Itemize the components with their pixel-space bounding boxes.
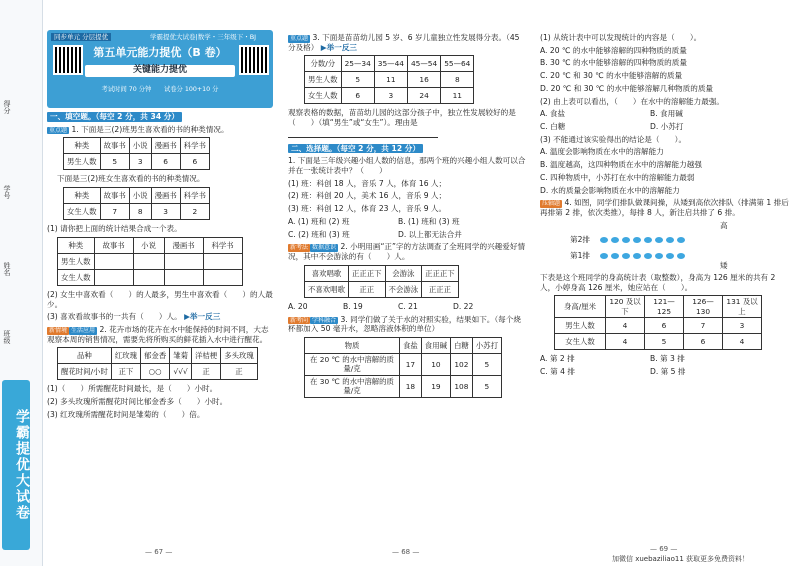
option-b: B. 30 ℃ 的水中能够溶解的四种物质的质量 — [540, 58, 687, 68]
table-cell: 故事书 — [100, 188, 129, 204]
question-text: (3) 班：科创 12 人，体育 23 人，音乐 9 人。 — [288, 204, 447, 214]
table-cell: 科学书 — [180, 188, 209, 204]
option-d: D. 小苏打 — [650, 122, 684, 132]
question-tag: 新考向 — [290, 316, 309, 324]
table-cell — [94, 269, 133, 285]
table-cell: 5 — [100, 154, 129, 170]
table-cell: 食盐 — [400, 337, 422, 353]
table-row — [555, 318, 762, 334]
question-text: 下表是这个班同学的身高统计表（取整数），身高为 126 厘米的共有 2 人，小婷身高 126 厘米，她应站在（ ）。 — [540, 272, 776, 292]
practice-link[interactable]: ▶举一反三 — [320, 42, 358, 52]
table-cell: 25—34 — [341, 56, 374, 72]
column-1 — [47, 112, 275, 423]
table-cell: 男生人数 — [58, 253, 95, 269]
table-cell: 5 — [472, 353, 501, 375]
table-cell: 6 — [180, 154, 209, 170]
table-cell: 多头玫瑰 — [221, 348, 258, 364]
table-cell: 45—54 — [407, 56, 440, 72]
table-cell: 6 — [341, 88, 374, 104]
table-cell — [203, 253, 242, 269]
table-row — [64, 154, 210, 170]
table-cell: 131 及以上 — [723, 296, 762, 318]
section-tag: 同步单元 分层提优 — [51, 33, 111, 41]
table-cell: 5 — [341, 72, 374, 88]
option-a: A. 20 ℃ 的水中能够溶解的四种物质的质量 — [540, 45, 687, 55]
table-cell: 7 — [100, 204, 129, 220]
question-tag: 生活应用 — [71, 327, 96, 335]
table-row — [58, 364, 258, 380]
table-cell: 5 — [472, 375, 501, 397]
table-cell: 3 — [151, 204, 180, 220]
table-row — [305, 265, 459, 281]
option-a: A. 食盐 — [540, 109, 566, 119]
score-label: 得分 — [2, 100, 11, 114]
option-c: C. (2) 班和 (3) 班 — [288, 229, 350, 239]
column-3 — [540, 33, 792, 380]
table-row — [58, 237, 243, 253]
table-cell — [133, 253, 164, 269]
question-text: (3) 喜欢看故事书的一共有（ ）人。 — [47, 312, 182, 322]
option-d: D. 20 ℃ 和 30 ℃ 的水中能够溶解几种物质的质量 — [540, 83, 714, 93]
short-label: 矮 — [720, 260, 728, 270]
table-cell: 正正正 — [422, 281, 459, 297]
option-b: B. 19 — [343, 301, 363, 311]
table-cell — [94, 253, 133, 269]
table-cell: 女生人数 — [64, 204, 101, 220]
table-cell: 4 — [606, 334, 645, 350]
table-cell: 女生人数 — [555, 334, 606, 350]
table-cell: 漫画书 — [164, 237, 203, 253]
table-row — [305, 337, 502, 353]
girls-books-table — [63, 187, 210, 220]
section-heading: 二、选择题。（每空 2 分，共 12 分） — [288, 144, 423, 154]
table-row — [58, 269, 243, 285]
table-row — [305, 353, 502, 375]
paper-subtitle: 关键能力提优 — [85, 65, 235, 77]
queue-diagram — [570, 221, 792, 273]
table-cell: 8 — [129, 204, 151, 220]
table-cell: 小说 — [129, 188, 151, 204]
table-cell: 6 — [684, 334, 723, 350]
table-cell: 4 — [723, 334, 762, 350]
table-cell: 食用碱 — [421, 337, 450, 353]
question-text: 2. 花卉市场的花卉在水中能保持的时间不同，大志观察本周的销售情况，需要先将所购买的鲜花插入水中进行醒花。 — [47, 325, 269, 344]
option-c: C. 四种物质中，小苏打在水中的溶解能力最弱 — [540, 172, 695, 182]
table-cell: 物质 — [305, 337, 400, 353]
question-text: (3) 红玫瑰所需醒花时间是雏菊的（ ）倍。 — [47, 409, 205, 419]
question-text: (2) 由上表可以看出，（ ）在水中的溶解能力最强。 — [540, 96, 725, 106]
table-cell: 在 30 ℃ 的水中溶解的质量/克 — [305, 375, 400, 397]
table-cell — [164, 253, 203, 269]
table-row — [555, 334, 762, 350]
question-tag: 新考法 — [290, 244, 309, 252]
table-cell: 3 — [374, 88, 407, 104]
table-cell: 男生人数 — [305, 72, 342, 88]
table-cell: 小说 — [129, 138, 151, 154]
table-cell: 8 — [441, 72, 474, 88]
question-text: 下面是三(2)班女生喜欢看的书的种类情况。 — [57, 174, 205, 184]
table-cell: 24 — [407, 88, 440, 104]
table-row — [58, 348, 258, 364]
table-row — [64, 138, 210, 154]
row-1-students — [600, 252, 688, 262]
question-text: 4. 如图，同学们排队做课间操，从矮到高依次排队（排满第 1 排后再排第 2 排，依次类推），每排 8 人，新注启共排了 6 排。 — [540, 198, 789, 218]
paper-title: 第五单元能力提优（B 卷） — [93, 46, 227, 59]
option-b: B. 温度越高，这四种物质在水中的溶解能力越强 — [540, 160, 702, 170]
question-tag: 学科融合 — [312, 316, 337, 324]
question-tag: 新情境 — [49, 327, 68, 335]
unit-banner — [47, 30, 273, 108]
table-cell: 126—130 — [684, 296, 723, 318]
table-cell: 洋桔梗 — [192, 348, 221, 364]
option-d: D. 以上都无法合并 — [398, 229, 462, 239]
tall-label: 高 — [720, 220, 728, 230]
table-row — [305, 281, 459, 297]
table-cell: 红玫瑰 — [111, 348, 140, 364]
option-b: B. 第 3 排 — [650, 354, 685, 364]
table-cell: 正 — [221, 364, 258, 380]
table-cell: 品种 — [58, 348, 112, 364]
table-cell: 正正 — [348, 281, 385, 297]
page-number: — 69 — — [650, 545, 678, 553]
question-text: (1) 从统计表中可以发现统计的内容是（ ）。 — [540, 33, 702, 42]
tally-table — [304, 265, 459, 298]
question-tag: 重点题 — [290, 35, 309, 42]
table-cell: 雏菊 — [170, 348, 192, 364]
page-number: — 68 — — [392, 548, 420, 556]
table-cell: 108 — [450, 375, 472, 397]
table-cell: 故事书 — [100, 138, 129, 154]
option-a: A. 第 2 排 — [540, 354, 575, 364]
table-cell: 11 — [441, 88, 474, 104]
table-cell: 喜欢唱歌 — [305, 265, 349, 281]
development-score-table — [304, 55, 474, 104]
table-cell: 17 — [400, 353, 422, 375]
table-cell: 正 — [192, 364, 221, 380]
question-tag: 数据意识 — [312, 244, 337, 252]
table-cell — [133, 269, 164, 285]
table-cell: 11 — [374, 72, 407, 88]
question-text: 观察表格的数据，苗苗幼儿园的这部分孩子中，独立性发展较好的是（ ）（填“男生”或“女生”）。理由是 — [288, 108, 516, 128]
table-cell: 7 — [684, 318, 723, 334]
table-cell: 121—125 — [645, 296, 684, 318]
table-cell: 正下 — [111, 364, 140, 380]
section-heading: 一、填空题。（每空 2 分，共 34 分） — [47, 112, 182, 122]
height-table — [554, 295, 762, 350]
option-c: C. 白糖 — [540, 122, 566, 132]
option-c: C. 21 — [398, 301, 418, 311]
table-cell: 6 — [151, 154, 180, 170]
row-2-label: 第2排 — [570, 234, 591, 244]
table-cell: 16 — [407, 72, 440, 88]
table-cell: 种类 — [58, 237, 95, 253]
table-cell: 4 — [606, 318, 645, 334]
table-row — [305, 56, 474, 72]
table-cell: 分数/分 — [305, 56, 342, 72]
question-text: 3. 同学们做了关于水的对照实验，结果如下。（每个烧杯都加入 50 毫升水，忽略溶液体积的单位） — [288, 314, 521, 334]
table-cell: 男生人数 — [555, 318, 606, 334]
question-text: (3) 不能通过该实验得出的结论是（ ）。 — [540, 134, 687, 144]
option-d: D. 第 5 排 — [650, 366, 686, 376]
table-cell: 白糖 — [450, 337, 472, 353]
table-row — [58, 253, 243, 269]
question-text: (2) 班：科创 20 人，美术 16 人，音乐 9 人； — [288, 191, 447, 201]
table-cell: 35—44 — [374, 56, 407, 72]
table-cell: 男生人数 — [64, 154, 101, 170]
question-text: (1) 请你把上面的统计结果合成一个表。 — [47, 224, 182, 234]
table-cell: 科学书 — [203, 237, 242, 253]
question-tag: 压轴题 — [542, 200, 561, 208]
table-cell: 19 — [421, 375, 450, 397]
table-cell — [203, 269, 242, 285]
row-2-students — [600, 236, 688, 246]
table-cell: ○○ — [141, 364, 170, 380]
table-cell: 身高/厘米 — [555, 296, 606, 318]
table-cell — [164, 269, 203, 285]
question-text: (2) 多头玫瑰所需醒花时间比郁金香多（ ）小时。 — [47, 397, 228, 407]
name-label: 姓名 — [2, 262, 11, 276]
practice-link[interactable]: ▶举一反三 — [184, 312, 221, 322]
qr-code-icon — [53, 45, 83, 75]
solubility-table — [304, 337, 502, 398]
combined-answer-table — [57, 237, 243, 286]
boys-books-table — [63, 137, 210, 170]
option-c: C. 第 4 排 — [540, 366, 575, 376]
question-text: (2) 女生中喜欢看（ ）的人最多，男生中喜欢看（ ）的人最少。 — [47, 289, 273, 309]
table-cell: 6 — [645, 318, 684, 334]
option-d: D. 22 — [453, 301, 474, 311]
question-text: 1. 下面是三年级兴趣小组人数的信息，那两个班的兴趣小组人数可以合并在一张统计表中？（ ） — [288, 156, 526, 176]
table-cell: 5 — [645, 334, 684, 350]
table-cell: 小说 — [133, 237, 164, 253]
table-cell: 种类 — [64, 188, 101, 204]
table-cell: 正正正下 — [422, 265, 459, 281]
table-cell: 55—64 — [441, 56, 474, 72]
binding-spine — [0, 0, 43, 566]
table-cell: 故事书 — [94, 237, 133, 253]
table-cell: 小苏打 — [472, 337, 501, 353]
table-cell: 会游泳 — [385, 265, 422, 281]
table-row — [64, 188, 210, 204]
table-cell: 郁金香 — [141, 348, 170, 364]
student-id-label: 学号 — [2, 185, 11, 199]
column-2 — [288, 33, 528, 402]
table-cell: 女生人数 — [305, 88, 342, 104]
table-cell: 2 — [180, 204, 209, 220]
table-cell: 102 — [450, 353, 472, 375]
table-row — [64, 204, 210, 220]
option-d: D. 水的质量会影响物质在水中的溶解能力 — [540, 185, 680, 195]
table-cell: 种类 — [64, 138, 101, 154]
table-row — [305, 375, 502, 397]
page-number: — 67 — — [145, 548, 173, 556]
table-cell: 醒花时间/小时 — [58, 364, 112, 380]
option-a: A. 20 — [288, 301, 308, 311]
book-header: 学霸提优大试卷|数学・三年级下・BJ — [150, 33, 257, 41]
exam-meta: 考试时间 70 分钟 试卷分 100+10 分 — [101, 86, 219, 93]
qr-code-icon — [239, 45, 269, 75]
table-cell: 漫画书 — [151, 138, 180, 154]
option-b: B. (1) 班和 (3) 班 — [398, 216, 460, 226]
table-cell: 120 及以下 — [606, 296, 645, 318]
table-row — [555, 296, 762, 318]
option-b: B. 食用碱 — [650, 109, 683, 119]
table-cell: 在 20 ℃ 的水中溶解的质量/克 — [305, 353, 400, 375]
option-a: A. 温度会影响物质在水中的溶解能力 — [540, 147, 664, 157]
table-cell: 不喜欢唱歌 — [305, 281, 349, 297]
table-cell: 3 — [129, 154, 151, 170]
table-cell: 女生人数 — [58, 269, 95, 285]
question-text: 2. 小明用画“正”字的方法调查了全班同学的兴趣爱好情况，其中不会游泳的有（ ）人。 — [288, 242, 526, 262]
table-cell: 10 — [421, 353, 450, 375]
watermark-text: 加微信 xuebaziliao11 获取更多免费资料！ — [612, 555, 750, 563]
question-text: 1. 下面是三(2)班男生喜欢看的书的种类情况。 — [71, 124, 229, 134]
table-cell: √√√ — [170, 364, 192, 380]
question-text: 3. 下面是苗苗幼儿园 5 岁、6 岁儿童独立性发展得分表。（45 分及格） — [288, 33, 520, 52]
series-title: 学霸提优大试卷 — [2, 380, 30, 550]
question-text: (1)（ ）所需醒花时间最长，是（ ）小时。 — [47, 384, 218, 394]
question-tag: 重点题 — [49, 126, 68, 134]
table-cell: 漫画书 — [151, 188, 180, 204]
flower-table — [57, 347, 258, 380]
table-row — [305, 88, 474, 104]
table-row — [305, 72, 474, 88]
option-c: C. 20 ℃ 和 30 ℃ 的水中能够溶解的质量 — [540, 71, 683, 81]
row-1-label: 第1排 — [570, 250, 591, 260]
table-cell: 正正正下 — [348, 265, 385, 281]
option-a: A. (1) 班和 (2) 班 — [288, 216, 350, 226]
table-cell: 科学书 — [180, 138, 209, 154]
table-cell: 不会游泳 — [385, 281, 422, 297]
table-cell: 18 — [400, 375, 422, 397]
table-cell: 3 — [723, 318, 762, 334]
class-label: 班级 — [2, 330, 11, 344]
question-text: (1) 班：科创 18 人，音乐 7 人，体育 16 人； — [288, 178, 447, 188]
